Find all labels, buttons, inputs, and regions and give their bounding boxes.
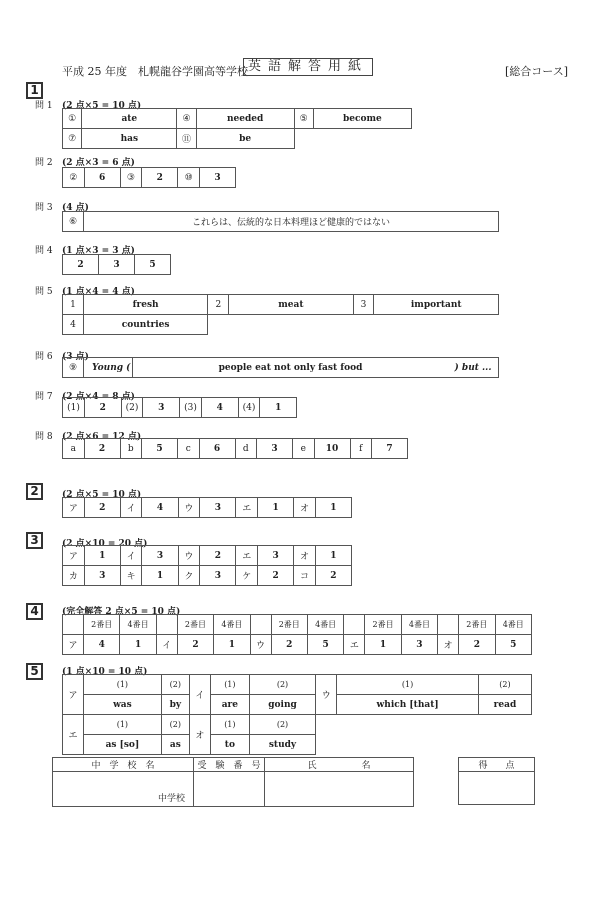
sub-label: (2): [478, 675, 531, 695]
section2-answers: [62, 497, 352, 518]
answer-cell: has: [82, 129, 177, 149]
answer-cell: 3: [199, 168, 235, 188]
answer-key: ⑦: [63, 129, 82, 149]
answer-key: ア: [63, 675, 84, 715]
answer-key: イ: [189, 675, 210, 715]
answer-key: オ: [189, 715, 210, 755]
answer-key: a: [63, 439, 85, 459]
answer-key: ⑪: [177, 129, 196, 149]
q3-answer: [62, 211, 499, 232]
answer-key: d: [235, 439, 257, 459]
section3-answers: [62, 545, 352, 586]
sub-label: (2): [161, 675, 189, 695]
sub-label: (1): [84, 715, 162, 735]
answer-key: キ: [120, 566, 142, 586]
answer-cell: 3: [401, 635, 437, 655]
name-label: 氏 名: [265, 758, 414, 772]
answer-cell: 5: [495, 635, 531, 655]
answer-key: ⑤: [294, 109, 313, 129]
answer-cell: 3: [99, 255, 135, 275]
column-header: 2番目: [271, 615, 307, 635]
score-field[interactable]: [459, 772, 535, 805]
answer-cell: 3: [143, 398, 180, 418]
answer-cell: 1: [315, 498, 351, 518]
answer-cell: people eat not only fast food: [133, 358, 449, 378]
points-label: (完全解答 2 点×5 = 10 点): [62, 607, 181, 617]
answer-cell: 1: [84, 546, 120, 566]
exam-number-label: 受 験 番 号: [194, 758, 265, 772]
q8-answers: [62, 438, 408, 459]
section-number: 2: [26, 483, 43, 500]
section-number: 3: [26, 532, 43, 549]
answer-cell: ate: [82, 109, 177, 129]
points-label: (2 点×3 = 6 点): [62, 158, 135, 168]
answer-cell: 2: [459, 635, 495, 655]
q1-answers: [62, 108, 412, 149]
answer-cell: 2: [142, 168, 178, 188]
sub-label: (1): [337, 675, 479, 695]
sub-label: (2): [249, 715, 315, 735]
answer-cell: countries: [83, 315, 207, 335]
answer-key: 4: [63, 315, 84, 335]
answer-cell: important: [374, 295, 499, 315]
section-number: 1: [26, 82, 43, 99]
answer-key: ③: [120, 168, 142, 188]
answer-cell: as: [161, 735, 189, 755]
sub-label: (2): [161, 715, 189, 735]
score-table: [458, 757, 535, 805]
answer-cell: fresh: [83, 295, 207, 315]
answer-cell: 2: [84, 498, 120, 518]
course-label: [総合コース]: [505, 65, 569, 78]
points-label: (2 点×5 = 10 点): [62, 490, 142, 500]
answer-key: (3): [180, 398, 202, 418]
applicant-info-table: [52, 757, 414, 807]
answer-cell: 3: [200, 498, 236, 518]
school-name-field[interactable]: 中学校: [53, 772, 194, 807]
answer-cell: 1: [315, 546, 351, 566]
answer-key: ウ: [250, 635, 271, 655]
answer-key: b: [120, 439, 142, 459]
column-header: 4番目: [495, 615, 531, 635]
answer-cell: 4: [142, 498, 178, 518]
answer-cell: 1: [258, 498, 294, 518]
column-header: 4番目: [214, 615, 250, 635]
answer-cell: 2: [258, 566, 294, 586]
question-label: 問 2: [35, 158, 53, 168]
answer-cell: 3: [257, 439, 293, 459]
answer-cell: 2: [177, 635, 213, 655]
school-name-label: 中 学 校 名: [53, 758, 194, 772]
answer-cell: 1: [142, 566, 178, 586]
points-label: (2 点×4 = 8 点): [62, 392, 135, 402]
section-number: 5: [26, 663, 43, 680]
answer-prefix: Young (: [84, 358, 133, 378]
answer-cell: which [that]: [337, 695, 479, 715]
answer-key: ⑩: [178, 168, 200, 188]
q7-answers: [62, 397, 297, 418]
answer-key: エ: [236, 546, 258, 566]
answer-key: ウ: [178, 546, 200, 566]
exam-number-field[interactable]: [194, 772, 265, 807]
answer-cell: are: [210, 695, 249, 715]
answer-cell: 1: [365, 635, 401, 655]
answer-cell: needed: [196, 109, 294, 129]
answer-key: f: [350, 439, 372, 459]
answer-cell: read: [478, 695, 531, 715]
answer-key: (4): [238, 398, 260, 418]
answer-key: ア: [63, 635, 84, 655]
answer-cell: to: [210, 735, 249, 755]
answer-key: 2: [208, 295, 229, 315]
answer-suffix: ) but ...: [448, 358, 499, 378]
column-header: 2番目: [84, 615, 120, 635]
column-header: 4番目: [307, 615, 343, 635]
answer-key: ア: [63, 498, 85, 518]
answer-cell: 2: [200, 546, 236, 566]
q4-answers: [62, 254, 171, 275]
answer-key: 3: [353, 295, 374, 315]
answer-key: ケ: [236, 566, 258, 586]
answer-key: ウ: [178, 498, 200, 518]
answer-cell: 1: [214, 635, 250, 655]
answer-cell: 2: [63, 255, 99, 275]
answer-cell: 2: [271, 635, 307, 655]
sub-label: (1): [210, 715, 249, 735]
question-label: 問 4: [35, 246, 53, 256]
answer-cell: 4: [84, 635, 120, 655]
answer-cell: 5: [307, 635, 343, 655]
section4-answers: [62, 614, 532, 655]
question-label: 問 5: [35, 287, 53, 297]
sub-label: (1): [84, 675, 162, 695]
answer-cell: 2: [84, 398, 121, 418]
answer-key: エ: [63, 715, 84, 755]
answer-cell: as [so]: [84, 735, 162, 755]
answer-cell: 2: [315, 566, 351, 586]
sub-label: (2): [249, 675, 315, 695]
points-label: (2 点×5 = 10 点): [62, 101, 142, 111]
column-header: 2番目: [365, 615, 401, 635]
points-label: (1 点×10 = 10 点): [62, 667, 148, 677]
answer-cell: 3: [142, 546, 178, 566]
q2-answers: [62, 167, 236, 188]
answer-cell: by: [161, 695, 189, 715]
answer-cell: 7: [372, 439, 408, 459]
answer-cell: 4: [201, 398, 238, 418]
sub-label: (1): [210, 675, 249, 695]
answer-key: ①: [63, 109, 82, 129]
answer-cell: 1: [120, 635, 156, 655]
answer-key: e: [293, 439, 315, 459]
answer-key: ②: [63, 168, 85, 188]
q6-answer: [62, 357, 499, 378]
points-label: (1 点×3 = 3 点): [62, 246, 135, 256]
answer-key: ④: [177, 109, 196, 129]
column-header: 4番目: [120, 615, 156, 635]
answer-key: オ: [294, 498, 316, 518]
answer-key: イ: [120, 546, 142, 566]
answer-cell: 2: [84, 439, 120, 459]
document-title: 英語解答用紙: [243, 58, 373, 76]
answer-key: イ: [156, 635, 177, 655]
answer-cell: 3: [258, 546, 294, 566]
answer-cell: study: [249, 735, 315, 755]
question-label: 問 8: [35, 432, 53, 442]
answer-key: オ: [294, 546, 316, 566]
answer-cell: 6: [84, 168, 120, 188]
answer-cell: 3: [84, 566, 120, 586]
score-label: 得 点: [459, 758, 535, 772]
answer-key: (1): [63, 398, 85, 418]
points-label: (2 点×6 = 12 点): [62, 432, 142, 442]
answer-key: ア: [63, 546, 85, 566]
question-label: 問 1: [35, 101, 53, 111]
answer-key: (2): [121, 398, 143, 418]
answer-key: エ: [344, 635, 365, 655]
answer-cell: was: [84, 695, 162, 715]
answer-key: c: [178, 439, 200, 459]
answer-cell: 6: [199, 439, 235, 459]
answer-cell: 5: [142, 439, 178, 459]
points-label: (1 点×4 = 4 点): [62, 287, 135, 297]
answer-key: オ: [438, 635, 459, 655]
answer-cell: become: [313, 109, 411, 129]
question-label: 問 7: [35, 392, 53, 402]
question-label: 問 6: [35, 352, 53, 362]
answer-key: ウ: [316, 675, 337, 715]
column-header: 2番目: [459, 615, 495, 635]
answer-key: カ: [63, 566, 85, 586]
answer-key: ⑥: [63, 212, 84, 232]
section-number: 4: [26, 603, 43, 620]
answer-key: イ: [120, 498, 142, 518]
points-label: (3 点): [62, 352, 89, 362]
answer-cell: be: [196, 129, 294, 149]
answer-cell: meat: [229, 295, 353, 315]
answer-cell: これらは、伝統的な日本料理ほど健康的ではない: [84, 212, 499, 232]
points-label: (4 点): [62, 203, 89, 213]
question-label: 問 3: [35, 203, 53, 213]
answer-cell: 5: [135, 255, 171, 275]
answer-key: ⑨: [63, 358, 84, 378]
section5-answers: [62, 674, 532, 755]
answer-cell: 10: [314, 439, 350, 459]
answer-cell: 1: [260, 398, 297, 418]
header-school: 平成 25 年度 札幌龍谷学園高等学校: [62, 65, 248, 78]
answer-key: ク: [178, 566, 200, 586]
answer-key: コ: [294, 566, 316, 586]
answer-cell: going: [249, 695, 315, 715]
answer-cell: 3: [200, 566, 236, 586]
answer-key: エ: [236, 498, 258, 518]
points-label: (2 点×10 = 20 点): [62, 539, 148, 549]
answer-key: 1: [63, 295, 84, 315]
column-header: 4番目: [401, 615, 437, 635]
q5-answers: [62, 294, 499, 335]
column-header: 2番目: [177, 615, 213, 635]
name-field[interactable]: [265, 772, 414, 807]
